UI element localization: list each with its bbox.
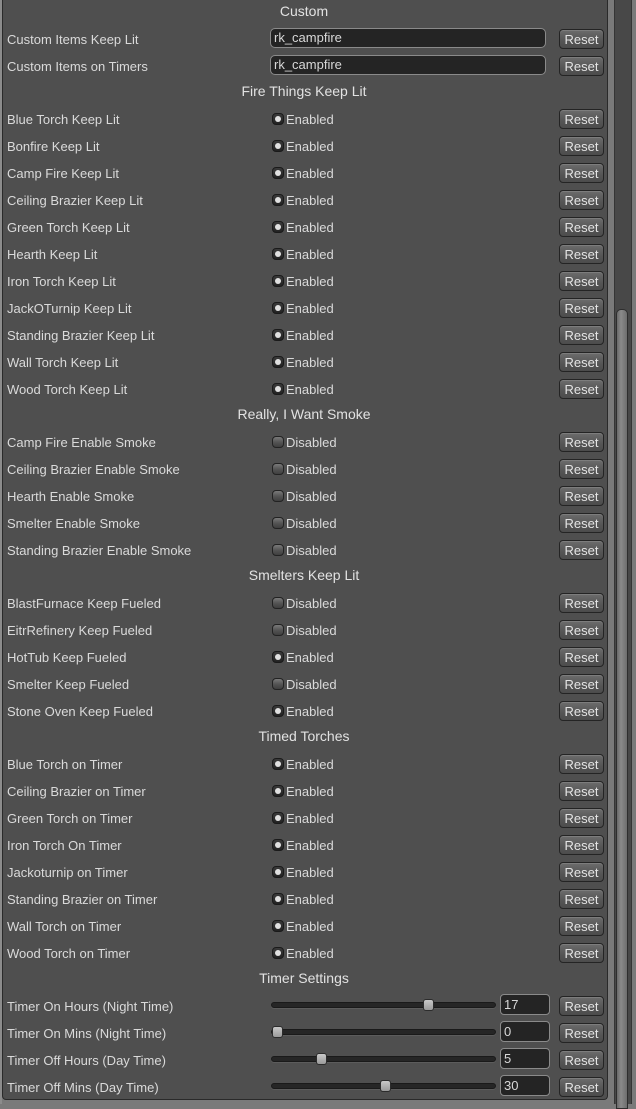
setting-row — [0, 1048, 608, 1075]
toggle-state-label: Enabled — [286, 892, 334, 907]
section-header: Timed Torches — [258, 728, 350, 744]
toggle-state-label: Disabled — [286, 623, 337, 638]
setting-label: Camp Fire Keep Lit — [7, 166, 119, 181]
setting-row — [0, 161, 608, 188]
reset-button[interactable]: Reset — [559, 217, 604, 237]
number-field[interactable]: 0 — [500, 1021, 550, 1042]
toggle-state-label: Disabled — [286, 435, 337, 450]
reset-button[interactable]: Reset — [559, 486, 604, 506]
checkbox-checked-icon[interactable] — [272, 275, 284, 287]
reset-button[interactable]: Reset — [559, 1050, 604, 1070]
checkbox-unchecked-icon[interactable] — [272, 463, 284, 475]
reset-button[interactable]: Reset — [559, 325, 604, 345]
setting-label: Smelter Keep Fueled — [7, 677, 130, 692]
checkbox-checked-icon[interactable] — [272, 248, 284, 260]
checkbox-unchecked-icon[interactable] — [272, 517, 284, 529]
setting-row — [0, 430, 608, 457]
toggle-state-label: Enabled — [286, 139, 334, 154]
reset-button[interactable]: Reset — [559, 996, 604, 1016]
reset-button[interactable]: Reset — [559, 620, 604, 640]
setting-label: Stone Oven Keep Fueled — [7, 704, 153, 719]
checkbox-checked-icon[interactable] — [272, 866, 284, 878]
setting-row — [0, 269, 608, 296]
reset-button[interactable]: Reset — [559, 190, 604, 210]
reset-button[interactable]: Reset — [559, 244, 604, 264]
setting-label: Wood Torch Keep Lit — [7, 382, 128, 397]
reset-button[interactable]: Reset — [559, 889, 604, 909]
reset-button[interactable]: Reset — [559, 56, 604, 76]
reset-button[interactable]: Reset — [559, 943, 604, 963]
setting-row — [0, 752, 608, 779]
setting-label: Wall Torch on Timer — [7, 919, 122, 934]
setting-label: Smelter Enable Smoke — [7, 516, 140, 531]
reset-button[interactable]: Reset — [559, 916, 604, 936]
setting-row — [0, 779, 608, 806]
reset-button[interactable]: Reset — [559, 540, 604, 560]
scrollbar-thumb[interactable] — [616, 309, 628, 1109]
reset-button[interactable]: Reset — [559, 459, 604, 479]
checkbox-checked-icon[interactable] — [272, 785, 284, 797]
checkbox-checked-icon[interactable] — [272, 113, 284, 125]
setting-label: Standing Brazier on Timer — [7, 892, 158, 907]
setting-row — [0, 323, 608, 350]
section-header: Smelters Keep Lit — [248, 567, 360, 583]
toggle-state-label: Enabled — [286, 382, 334, 397]
checkbox-checked-icon[interactable] — [272, 221, 284, 233]
setting-label: Wood Torch on Timer — [7, 946, 131, 961]
setting-label: EitrRefinery Keep Fueled — [7, 623, 153, 638]
reset-button[interactable]: Reset — [559, 29, 604, 49]
setting-row — [0, 215, 608, 242]
reset-button[interactable]: Reset — [559, 674, 604, 694]
reset-button[interactable]: Reset — [559, 513, 604, 533]
slider-track[interactable] — [271, 1056, 496, 1062]
number-field[interactable]: 17 — [500, 994, 550, 1015]
toggle-state-label: Enabled — [286, 301, 334, 316]
setting-row — [0, 645, 608, 672]
setting-label: Hearth Enable Smoke — [7, 489, 135, 504]
setting-label: Blue Torch Keep Lit — [7, 112, 120, 127]
section-header: Custom — [279, 3, 329, 19]
toggle-state-label: Enabled — [286, 650, 334, 665]
setting-label: Iron Torch Keep Lit — [7, 274, 116, 289]
setting-label: Custom Items on Timers — [7, 59, 148, 74]
setting-label: Jackoturnip on Timer — [7, 865, 128, 880]
reset-button[interactable]: Reset — [559, 808, 604, 828]
reset-button[interactable]: Reset — [559, 352, 604, 372]
setting-label: Standing Brazier Keep Lit — [7, 328, 155, 343]
reset-button[interactable]: Reset — [559, 781, 604, 801]
checkbox-checked-icon[interactable] — [272, 383, 284, 395]
toggle-state-label: Enabled — [286, 704, 334, 719]
toggle-state-label: Disabled — [286, 543, 337, 558]
setting-row — [0, 350, 608, 377]
toggle-state-label: Enabled — [286, 865, 334, 880]
checkbox-unchecked-icon[interactable] — [272, 624, 284, 636]
toggle-state-label: Enabled — [286, 112, 334, 127]
number-field[interactable]: 30 — [500, 1075, 550, 1096]
checkbox-checked-icon[interactable] — [272, 356, 284, 368]
setting-row — [0, 27, 608, 54]
checkbox-checked-icon[interactable] — [272, 920, 284, 932]
setting-row — [0, 296, 608, 323]
setting-label: Blue Torch on Timer — [7, 757, 123, 772]
toggle-state-label: Enabled — [286, 193, 334, 208]
checkbox-checked-icon[interactable] — [272, 705, 284, 717]
toggle-state-label: Disabled — [286, 516, 337, 531]
checkbox-unchecked-icon[interactable] — [272, 544, 284, 556]
setting-row — [0, 242, 608, 269]
setting-label: Hearth Keep Lit — [7, 247, 98, 262]
section-header: Timer Settings — [259, 970, 349, 986]
setting-row — [0, 887, 608, 914]
setting-label: Green Torch Keep Lit — [7, 220, 130, 235]
setting-label: Timer On Hours (Night Time) — [7, 999, 174, 1014]
setting-row — [0, 672, 608, 699]
checkbox-checked-icon[interactable] — [272, 302, 284, 314]
checkbox-unchecked-icon[interactable] — [272, 678, 284, 690]
toggle-state-label: Enabled — [286, 757, 334, 772]
reset-button[interactable]: Reset — [559, 754, 604, 774]
setting-row — [0, 107, 608, 134]
setting-label: Iron Torch On Timer — [7, 838, 122, 853]
checkbox-checked-icon[interactable] — [272, 839, 284, 851]
toggle-state-label: Disabled — [286, 677, 337, 692]
reset-button[interactable]: Reset — [559, 1077, 604, 1097]
setting-row — [0, 457, 608, 484]
reset-button[interactable]: Reset — [559, 271, 604, 291]
setting-row — [0, 914, 608, 941]
checkbox-unchecked-icon[interactable] — [272, 490, 284, 502]
reset-button[interactable]: Reset — [559, 701, 604, 721]
toggle-state-label: Disabled — [286, 596, 337, 611]
setting-row — [0, 188, 608, 215]
checkbox-checked-icon[interactable] — [272, 194, 284, 206]
checkbox-unchecked-icon[interactable] — [272, 597, 284, 609]
setting-row — [0, 941, 608, 968]
toggle-state-label: Enabled — [286, 274, 334, 289]
setting-label: Timer Off Mins (Day Time) — [7, 1080, 159, 1095]
slider-handle[interactable] — [423, 999, 434, 1011]
checkbox-checked-icon[interactable] — [272, 758, 284, 770]
checkbox-checked-icon[interactable] — [272, 812, 284, 824]
toggle-state-label: Enabled — [286, 220, 334, 235]
setting-label: Ceiling Brazier on Timer — [7, 784, 146, 799]
setting-row — [0, 538, 608, 565]
reset-button[interactable]: Reset — [559, 1023, 604, 1043]
text-field[interactable]: rk_campfire — [270, 55, 546, 75]
setting-row — [0, 699, 608, 726]
setting-row — [0, 134, 608, 161]
setting-label: JackOTurnip Keep Lit — [7, 301, 132, 316]
slider-handle[interactable] — [272, 1026, 283, 1038]
toggle-state-label: Enabled — [286, 166, 334, 181]
setting-label: Bonfire Keep Lit — [7, 139, 100, 154]
toggle-state-label: Enabled — [286, 355, 334, 370]
section-header: Fire Things Keep Lit — [241, 83, 367, 99]
setting-row — [0, 833, 608, 860]
setting-row — [0, 377, 608, 404]
reset-button[interactable]: Reset — [559, 136, 604, 156]
setting-label: Standing Brazier Enable Smoke — [7, 543, 192, 558]
setting-label: Ceiling Brazier Enable Smoke — [7, 462, 180, 477]
setting-label: Camp Fire Enable Smoke — [7, 435, 156, 450]
setting-row — [0, 484, 608, 511]
setting-label: Wall Torch Keep Lit — [7, 355, 119, 370]
toggle-state-label: Enabled — [286, 838, 334, 853]
setting-label: BlastFurnace Keep Fueled — [7, 596, 161, 611]
reset-button[interactable]: Reset — [559, 379, 604, 399]
text-field[interactable]: rk_campfire — [270, 28, 546, 48]
reset-button[interactable]: Reset — [559, 163, 604, 183]
toggle-state-label: Enabled — [286, 784, 334, 799]
toggle-state-label: Enabled — [286, 946, 334, 961]
toggle-state-label: Enabled — [286, 811, 334, 826]
setting-label: Custom Items Keep Lit — [7, 32, 139, 47]
setting-row — [0, 1021, 608, 1048]
toggle-state-label: Disabled — [286, 462, 337, 477]
setting-row — [0, 860, 608, 887]
slider-track[interactable] — [271, 1002, 496, 1008]
toggle-state-label: Enabled — [286, 919, 334, 934]
slider-track[interactable] — [271, 1029, 496, 1035]
reset-button[interactable]: Reset — [559, 109, 604, 129]
reset-button[interactable]: Reset — [559, 298, 604, 318]
setting-label: Timer Off Hours (Day Time) — [7, 1053, 166, 1068]
checkbox-checked-icon[interactable] — [272, 651, 284, 663]
section-header: Really, I Want Smoke — [237, 406, 371, 422]
setting-row — [0, 618, 608, 645]
setting-label: Green Torch on Timer — [7, 811, 133, 826]
checkbox-checked-icon[interactable] — [272, 329, 284, 341]
reset-button[interactable]: Reset — [559, 432, 604, 452]
setting-label: Timer On Mins (Night Time) — [7, 1026, 167, 1041]
checkbox-checked-icon[interactable] — [272, 947, 284, 959]
reset-button[interactable]: Reset — [559, 862, 604, 882]
checkbox-checked-icon[interactable] — [272, 893, 284, 905]
setting-label: HotTub Keep Fueled — [7, 650, 127, 665]
setting-row — [0, 994, 608, 1021]
checkbox-checked-icon[interactable] — [272, 167, 284, 179]
checkbox-unchecked-icon[interactable] — [272, 436, 284, 448]
setting-row — [0, 54, 608, 81]
toggle-state-label: Enabled — [286, 328, 334, 343]
setting-row — [0, 511, 608, 538]
slider-handle[interactable] — [380, 1080, 391, 1092]
toggle-state-label: Disabled — [286, 489, 337, 504]
checkbox-checked-icon[interactable] — [272, 140, 284, 152]
toggle-state-label: Enabled — [286, 247, 334, 262]
setting-row — [0, 806, 608, 833]
setting-row — [0, 591, 608, 618]
reset-button[interactable]: Reset — [559, 835, 604, 855]
reset-button[interactable]: Reset — [559, 593, 604, 613]
slider-handle[interactable] — [316, 1053, 327, 1065]
setting-row — [0, 1075, 608, 1102]
reset-button[interactable]: Reset — [559, 647, 604, 667]
setting-label: Ceiling Brazier Keep Lit — [7, 193, 143, 208]
number-field[interactable]: 5 — [500, 1048, 550, 1069]
